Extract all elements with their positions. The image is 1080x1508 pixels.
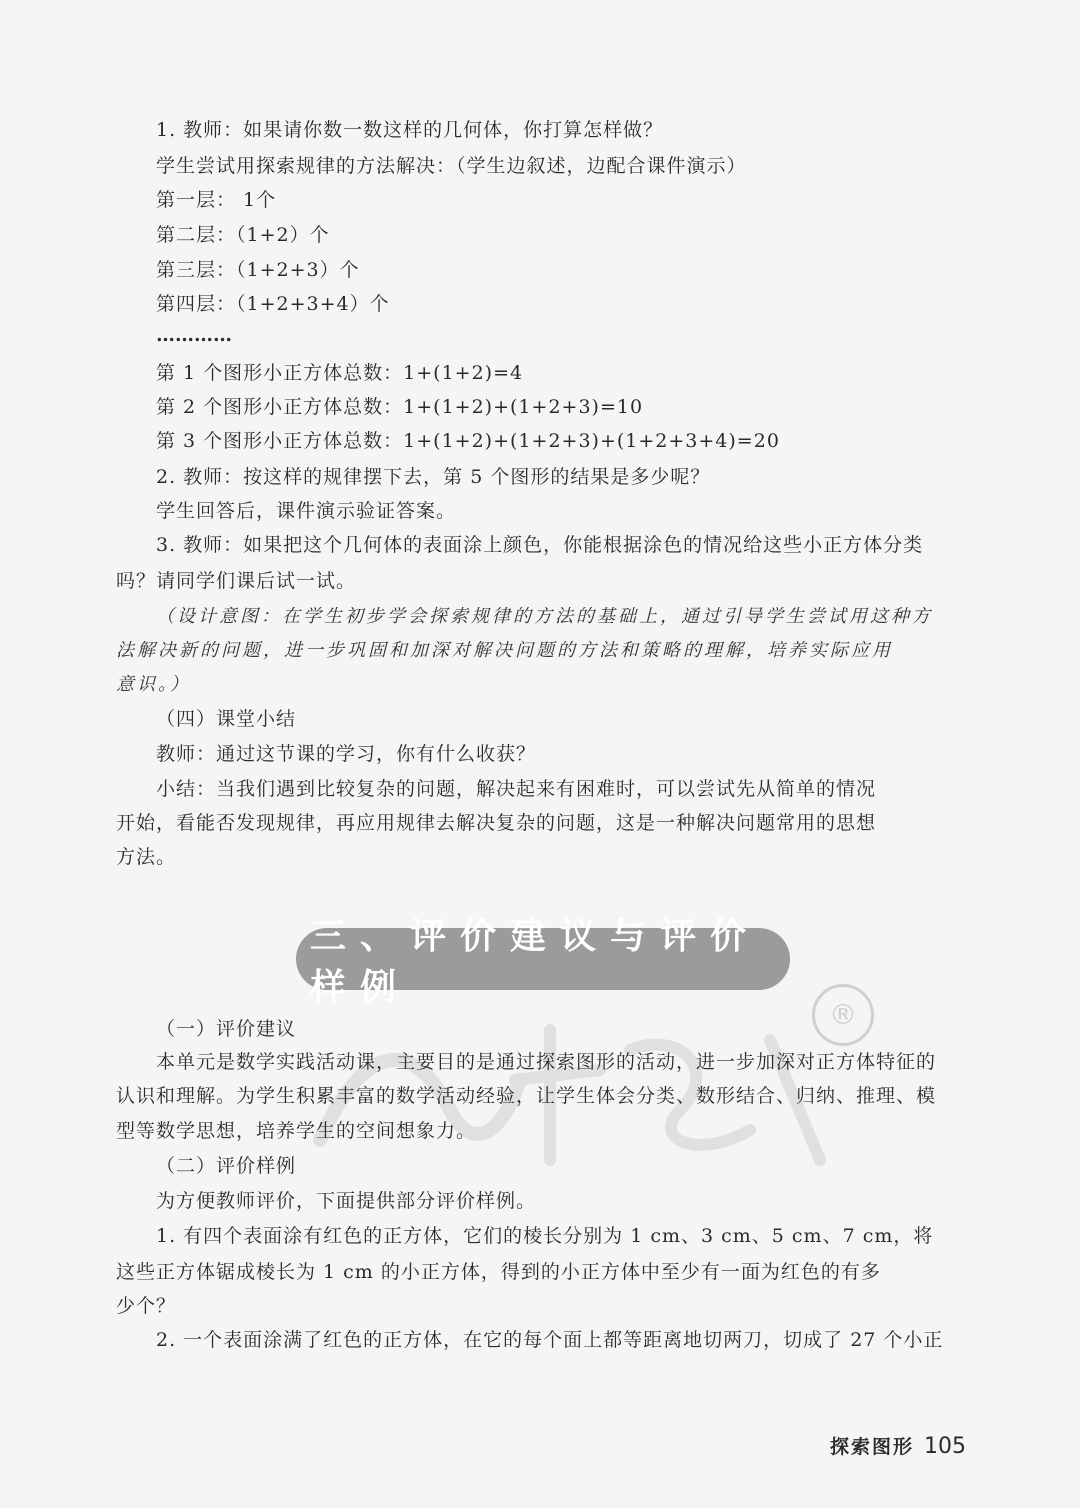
examples-intro: 为方便教师评价，下面提供部分评价样例。 (156, 1190, 537, 1212)
example-1-line-1: 1. 有四个表面涂有红色的正方体，它们的棱长分别为 1 cm、3 cm、5 cm、7 cm，将 (156, 1225, 934, 1247)
question-1-method: 学生尝试用探索规律的方法解决：（学生边叙述，边配合课件演示） (156, 155, 747, 177)
page-number: 105 (924, 1434, 966, 1459)
total-3: 第 3 个图形小正方体总数：1+(1+2)+(1+2+3)+(1+2+3+4)=20 (156, 430, 780, 452)
layer-2: 第二层：（1+2）个 (156, 224, 330, 246)
question-2: 2. 教师：按这样的规律摆下去，第 5 个图形的结果是多少呢？ (156, 466, 711, 488)
example-1-line-3: 少个？ (116, 1295, 177, 1317)
design-intent-line-1: （设计意图：在学生初步学会探索规律的方法的基础上，通过引导学生尝试用这种方 (156, 606, 933, 627)
total-2: 第 2 个图形小正方体总数：1+(1+2)+(1+2+3)=10 (156, 396, 644, 418)
summary-heading: （四）课堂小结 (156, 708, 297, 730)
summary-line-3: 方法。 (116, 846, 177, 868)
registered-mark: ® (812, 984, 874, 1046)
ellipsis: ………… (156, 324, 232, 346)
example-2-line-1: 2. 一个表面涂满了红色的正方体，在它的每个面上都等距离地切两刀，切成了 27 个小正 (156, 1329, 944, 1351)
design-intent-line-2: 法解决新的问题，进一步巩固和加深对解决问题的方法和策略的理解，培养实际应用 (116, 640, 893, 661)
question-2-answer: 学生回答后，课件演示验证答案。 (156, 500, 457, 522)
advice-heading: （一）评价建议 (156, 1018, 297, 1040)
total-1: 第 1 个图形小正方体总数：1+(1+2)=4 (156, 362, 524, 384)
footer-section-title: 探索图形 (829, 1436, 914, 1458)
question-3-line-2: 吗？请同学们课后试一试。 (116, 570, 357, 592)
summary-line-1: 小结：当我们遇到比较复杂的问题，解决起来有困难时，可以尝试先从简单的情况 (156, 778, 877, 800)
question-3-line-1: 3. 教师：如果把这个几何体的表面涂上颜色，你能根据涂色的情况给这些小正方体分类 (156, 534, 924, 556)
layer-3: 第三层：（1+2+3）个 (156, 259, 360, 281)
section-banner (296, 916, 790, 1008)
examples-heading: （二）评价样例 (156, 1155, 297, 1177)
example-1-line-2: 这些正方体锯成棱长为 1 cm 的小正方体，得到的小正方体中至少有一面为红色的有多 (116, 1261, 881, 1283)
summary-line-2: 开始，看能否发现规律，再应用规律去解决复杂的问题，这是一种解决问题常用的思想 (116, 812, 877, 834)
advice-line-2: 认识和理解。为学生积累丰富的数学活动经验，让学生体会分类、数形结合、归纳、推理、模 (116, 1085, 937, 1107)
section-banner-title: 三、评价建议与评价样例 (310, 916, 761, 1008)
summary-question: 教师：通过这节课的学习，你有什么收获？ (156, 743, 537, 765)
layer-4: 第四层：（1+2+3+4）个 (156, 293, 390, 315)
page-footer (830, 1432, 966, 1459)
layer-1: 第一层： 1个 (156, 189, 277, 211)
question-1: 1. 教师：如果请你数一数这样的几何体，你打算怎样做？ (156, 119, 664, 141)
advice-line-1: 本单元是数学实践活动课，主要目的是通过探索图形的活动，进一步加深对正方体特征的 (156, 1051, 937, 1073)
design-intent-line-3: 意识。） (116, 674, 191, 695)
advice-line-3: 型等数学思想，培养学生的空间想象力。 (116, 1120, 477, 1142)
